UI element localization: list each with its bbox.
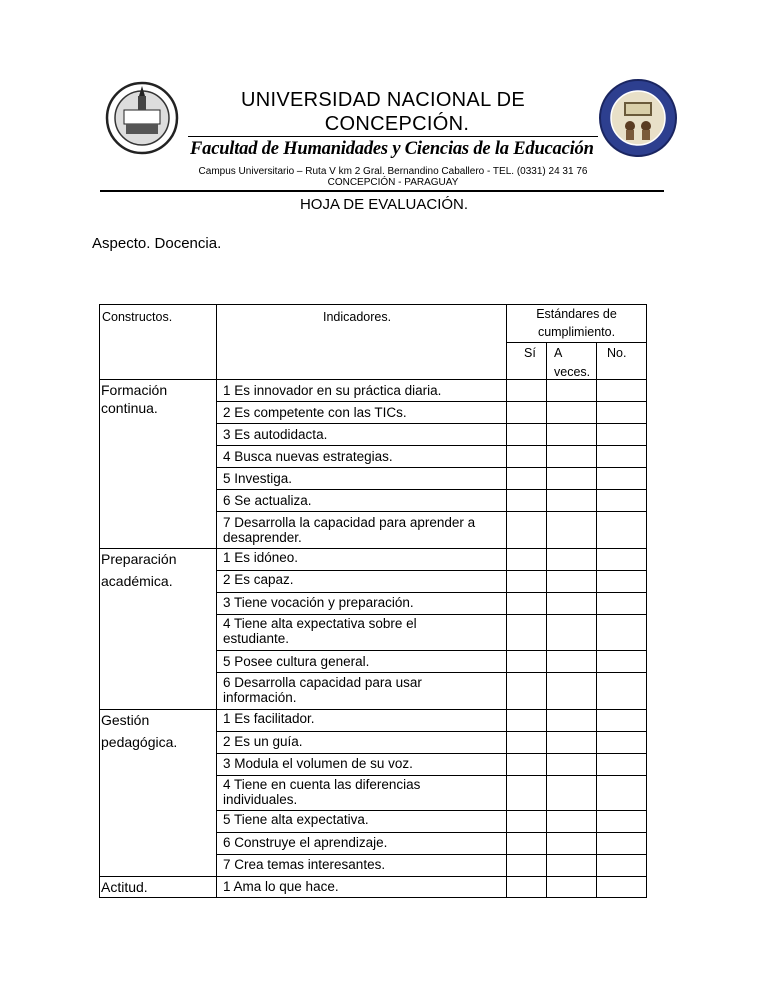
indicator-row: 4 Tiene en cuenta las diferencias individuales. xyxy=(223,777,421,807)
construct-label-line1: Gestión xyxy=(101,712,150,728)
header-sometimes xyxy=(554,344,590,382)
row-line xyxy=(216,832,647,833)
header-divider-thin xyxy=(188,136,598,137)
row-line xyxy=(216,592,647,593)
construct-label-line2: continua. xyxy=(101,400,158,416)
university-name-line1: UNIVERSIDAD NACIONAL DE xyxy=(241,89,525,111)
construct-label-line2: académica. xyxy=(101,573,173,589)
indicator-row: 2 Es un guía. xyxy=(223,734,303,749)
faculty-name: Facultad de Humanidades y Ciencias de la Educación xyxy=(190,139,594,159)
construct-label-line1: Formación xyxy=(101,382,168,398)
campus-address-line1: Campus Universitario – Ruta V km 2 Gral. Bernandino Caballero - TEL. (0331) 24 31 76 xyxy=(198,166,588,177)
section-line xyxy=(99,876,647,877)
construct-label-line1: Preparación xyxy=(101,551,177,567)
row-line xyxy=(216,672,647,673)
header-sometimes-line1: A xyxy=(554,346,563,360)
construct-preparacion xyxy=(101,548,177,592)
table-border-right xyxy=(646,304,647,898)
indicator-row: 7 Desarrolla la capacidad para aprender a desaprender. xyxy=(223,515,476,545)
header-standards-line1: Estándares de xyxy=(536,307,617,321)
campus-address-line2: CONCEPCIÓN - PARAGUAY xyxy=(327,177,459,188)
row-line xyxy=(216,650,647,651)
row-line xyxy=(216,614,647,615)
document-title: HOJA DE EVALUACIÓN. xyxy=(299,196,469,213)
indicator-row: 1 Es facilitador. xyxy=(223,711,315,726)
indicator-row: 4 Busca nuevas estrategias. xyxy=(223,449,393,464)
indicator-row: 3 Es autodidacta. xyxy=(223,427,328,442)
table-border-bottom xyxy=(99,897,647,898)
indicator-row: 3 Modula el volumen de su voz. xyxy=(223,756,413,771)
indicator-row: 1 Es innovador en su práctica diaria. xyxy=(223,383,442,398)
indicator-row: 3 Tiene vocación y preparación. xyxy=(223,595,414,610)
indicator-row: 2 Es competente con las TICs. xyxy=(223,405,407,420)
row-line xyxy=(216,489,647,490)
indicator-row: 5 Posee cultura general. xyxy=(223,654,370,669)
header-no: No. xyxy=(607,346,627,360)
row-line xyxy=(216,511,647,512)
construct-actitud: Actitud. xyxy=(101,879,148,895)
construct-gestion xyxy=(101,709,177,753)
university-name-line2: CONCEPCIÓN. xyxy=(324,113,470,135)
indicator-row: 6 Se actualiza. xyxy=(223,493,312,508)
indicator-row: 7 Crea temas interesantes. xyxy=(223,857,386,872)
row-line xyxy=(216,854,647,855)
row-line xyxy=(216,753,647,754)
university-seal-logo xyxy=(104,80,180,156)
faculty-seal-logo xyxy=(598,78,678,158)
header-yes: Sí xyxy=(524,346,536,360)
header-constructs: Constructos. xyxy=(102,310,173,324)
header-indicators: Indicadores. xyxy=(323,310,392,324)
row-line xyxy=(216,810,647,811)
section-line xyxy=(99,709,647,710)
row-line xyxy=(216,423,647,424)
row-line xyxy=(216,775,647,776)
col-sep-indicators xyxy=(506,304,507,898)
col-sep-sometimes xyxy=(596,342,597,898)
row-line xyxy=(216,570,647,571)
table-border-left xyxy=(99,304,100,898)
university-name xyxy=(200,88,566,136)
section-line xyxy=(99,548,647,549)
indicator-row: 1 Es idóneo. xyxy=(223,550,299,565)
row-line xyxy=(216,401,647,402)
indicator-row: 4 Tiene alta expectativa sobre el estudiante. xyxy=(223,616,417,646)
indicator-row: 6 Construye el aprendizaje. xyxy=(223,835,388,850)
header-sometimes-line2: veces. xyxy=(554,365,591,379)
campus-address xyxy=(190,166,596,188)
indicator-row: 5 Tiene alta expectativa. xyxy=(223,812,369,827)
header-standards-line2: cumplimiento. xyxy=(537,325,616,339)
header-divider-thick xyxy=(100,190,664,192)
row-line xyxy=(216,731,647,732)
indicator-row: 1 Ama lo que hace. xyxy=(223,879,339,894)
col-sep-yes xyxy=(546,342,547,898)
indicator-row: 5 Investiga. xyxy=(223,471,293,486)
standards-subheader-line xyxy=(506,342,647,343)
indicator-row: 6 Desarrolla capacidad para usar información. xyxy=(223,675,422,705)
header-standards xyxy=(506,305,647,341)
indicator-row: 2 Es capaz. xyxy=(223,572,294,587)
construct-label-line2: pedagógica. xyxy=(101,734,178,750)
col-sep-constructs xyxy=(216,304,217,898)
construct-formacion xyxy=(101,381,167,417)
evaluation-table xyxy=(99,304,647,898)
row-line xyxy=(216,445,647,446)
aspect-label: Aspecto. Docencia. xyxy=(92,235,222,252)
row-line xyxy=(216,467,647,468)
